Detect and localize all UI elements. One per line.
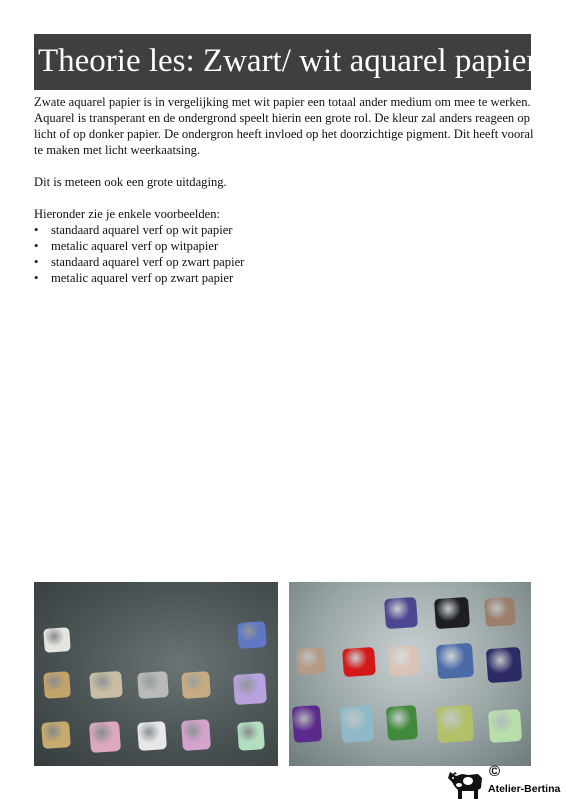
paint-swatch bbox=[137, 721, 167, 751]
photo-black-paper-samples bbox=[34, 582, 278, 766]
list-item: • standaard aquarel verf op zwart papier bbox=[34, 254, 534, 270]
paint-swatch bbox=[292, 705, 322, 743]
intro-paragraph: Zwate aquarel papier is in vergelijking met wit papier een totaal ander medium om mee te werken. Aquarel is transperant en de ondergrond speelt hierin een grote rol. De kleur zal anders reageen op licht of op donker papier. De ondergron heeft invloed op het doorzichtige pigment. Dit heeft vooral te maken met licht weerkaatsing. bbox=[34, 95, 534, 157]
document-body bbox=[34, 94, 534, 286]
paint-swatch bbox=[237, 621, 267, 649]
paint-swatch bbox=[436, 643, 474, 679]
paint-swatch bbox=[386, 705, 418, 741]
paint-swatch bbox=[237, 721, 265, 751]
paint-swatch bbox=[340, 705, 374, 743]
paint-swatch bbox=[181, 671, 211, 699]
paint-swatch bbox=[486, 647, 522, 683]
paint-swatch bbox=[434, 597, 470, 629]
copyright-symbol: © bbox=[489, 763, 501, 780]
paint-swatch bbox=[43, 671, 71, 699]
list-item: • metalic aquarel verf op witpapier bbox=[34, 238, 534, 254]
paint-swatch bbox=[296, 647, 326, 675]
atelier-logo bbox=[448, 763, 566, 800]
cow-icon bbox=[448, 766, 484, 800]
page-title: Theorie les: Zwart/ wit aquarel papier bbox=[34, 34, 531, 90]
paint-swatch bbox=[484, 597, 516, 627]
paint-swatch bbox=[89, 671, 123, 699]
paint-swatch bbox=[384, 597, 418, 629]
paint-swatch bbox=[137, 671, 169, 699]
paint-swatch bbox=[43, 627, 71, 653]
paint-swatch bbox=[233, 673, 267, 705]
list-item: • metalic aquarel verf op zwart papier bbox=[34, 270, 534, 286]
paint-swatch bbox=[181, 719, 211, 751]
challenge-paragraph: Dit is meteen ook een grote uitdaging. bbox=[34, 175, 227, 189]
paint-swatch bbox=[342, 647, 376, 677]
list-item: • standaard aquarel verf op wit papier bbox=[34, 222, 534, 238]
paint-swatch bbox=[388, 645, 420, 677]
paint-swatch bbox=[436, 705, 474, 743]
paint-swatch bbox=[488, 709, 522, 743]
paint-swatch bbox=[41, 721, 71, 749]
brand-name: Atelier-Bertina bbox=[488, 783, 561, 795]
examples-list bbox=[34, 222, 534, 286]
examples-heading: Hieronder zie je enkele voorbeelden: bbox=[34, 207, 221, 221]
paint-swatch bbox=[89, 721, 121, 753]
photo-white-paper-samples bbox=[289, 582, 531, 766]
